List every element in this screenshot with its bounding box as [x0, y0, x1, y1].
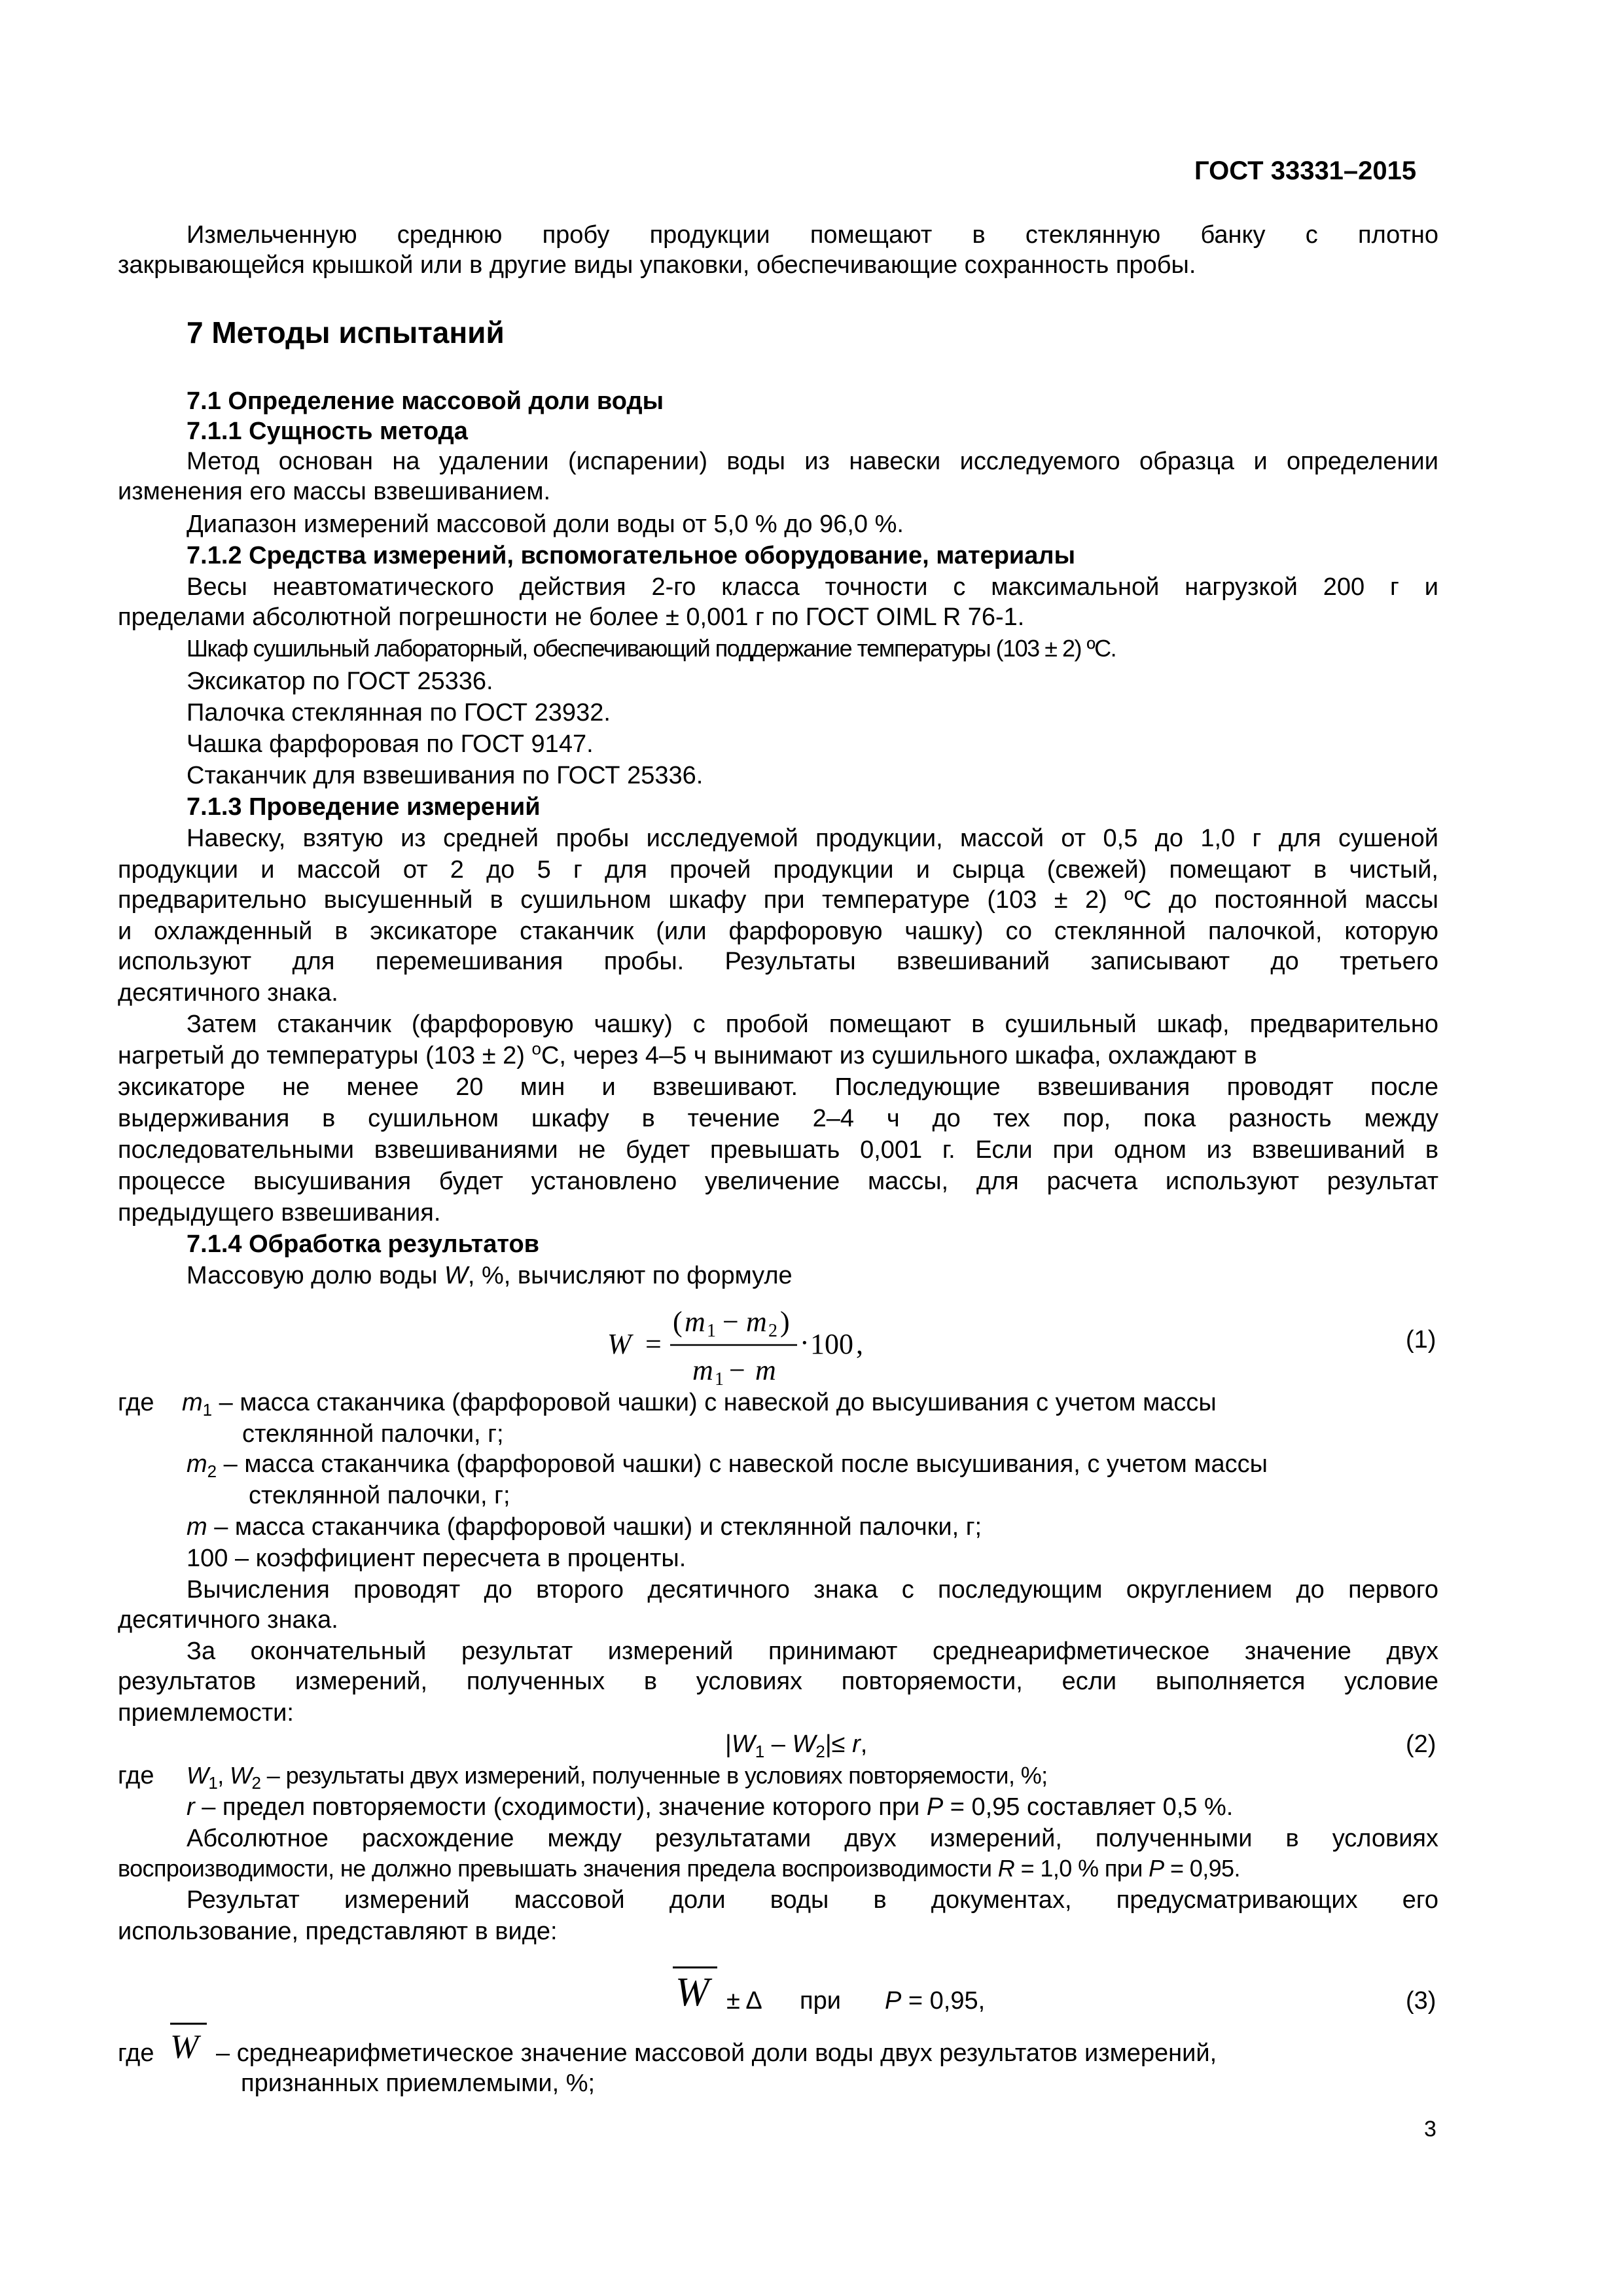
formula-1-m2: m: [746, 1306, 767, 1338]
def-wbar: – среднеарифметическое значение массовой доли воды двух результатов измерений,: [216, 2039, 1217, 2067]
abs-line-2-b: = 1,0 % при: [1014, 1855, 1149, 1882]
formula-1-label: (1): [1406, 1326, 1436, 1354]
section-7-1-4-title: 7.1.4 Обработка результатов: [187, 1230, 540, 1258]
var-m2-sub: 2: [207, 1462, 217, 1481]
def-w1-w2: $W_1$, $W_2$ – результаты двух измерений, полученные в условиях повторяемости, %;: [187, 1762, 1048, 1793]
formula-1: [589, 1295, 955, 1393]
s713-p2-line-3: эксикаторе не менее 20 мин и взвешивают. Последующие взвешивания проводят после: [118, 1073, 1438, 1101]
def-r-text-b: = 0,95 составляет 0,5 %.: [943, 1793, 1234, 1821]
page-number: 3: [1424, 2117, 1436, 2142]
calc-line-1: Вычисления проводят до второго десятичного знака с последующим округлением до первого: [187, 1576, 1438, 1604]
def-r-text-a: – предел повторяемости (сходимости), значение которого при: [194, 1793, 927, 1821]
def-m: [187, 1512, 982, 1542]
degree-mark: о: [531, 1039, 541, 1058]
formula-1-w: W: [607, 1328, 632, 1360]
final-line-2: результатов измерений, полученных в условиях повторяемости, если выполняется условие: [118, 1668, 1438, 1695]
s713-p1-line-1: Навеску, взятую из средней пробы исследуемой продукции, массой от 0,5 до 1,0 г для сушеной: [187, 825, 1438, 852]
formula-1-close-paren: ): [780, 1306, 790, 1338]
s714-intro-a: Массовую долю воды: [187, 1262, 444, 1289]
formula-1-den-m1: m: [692, 1354, 713, 1386]
calc-line-2: десятичного знака.: [118, 1606, 338, 1634]
formula-3-p: P = 0,95,: [885, 1987, 986, 2015]
def-m2-cont: стеклянной палочки, г;: [249, 1482, 510, 1509]
formula-2: $|W_1 - W_2|\le r$,: [725, 1731, 868, 1761]
s713-p2-line-1: Затем стаканчик (фарфоровую чашку) с пробой помещают в сушильный шкаф, предварительно: [187, 1011, 1438, 1038]
result-line-1: Результат измерений массовой доли воды в документах, предусматривающих его: [187, 1886, 1438, 1914]
intro-line-2: закрывающейся крышкой или в другие виды упаковки, обеспечивающие сохранность пробы.: [118, 251, 1196, 279]
s713-p1-line-2: продукции и массой от 2 до 5 г для прочей продукции и сырца (свежей) помещают в чистый,: [118, 856, 1438, 884]
var-w: W: [444, 1262, 468, 1289]
final-line-1: За окончательный результат измерений принимают среднеарифметическое значение двух: [187, 1638, 1438, 1665]
formula-3-w: W: [675, 1970, 709, 2015]
section-7-1-1-title: 7.1.1 Сущность метода: [187, 418, 468, 445]
def-wbar-cont: признанных приемлемыми, %;: [241, 2070, 596, 2097]
def-m2-text: – масса стаканчика (фарфоровой чашки) с навеской после высушивания, с учетом массы: [217, 1450, 1268, 1478]
def-m2: [187, 1449, 1268, 1479]
s713-p1-line-4: и охлажденный в эксикаторе стаканчик (или фарфоровую чашку) со стеклянной палочкой, которую: [118, 918, 1438, 945]
section-7-title: 7 Методы испытаний: [187, 315, 505, 350]
abs-line-2: воспроизводимости, не должно превышать значения предела воспроизводимости R = 1,0 % при P = 0,95.: [118, 1855, 1240, 1882]
s713-p2-line-7: предыдущего взвешивания.: [118, 1199, 441, 1227]
s713-p2-line-2-b: С, через 4–5 ч вынимают из сушильного шкафа, охлаждают в: [541, 1042, 1257, 1069]
formula-1-minus: −: [722, 1306, 739, 1338]
def-m-text: – масса стаканчика (фарфоровой чашки) и стеклянной палочки, г;: [207, 1513, 982, 1541]
formula-3-pm: ± Δ: [726, 1987, 762, 2015]
formula-1-m2-sub: 2: [768, 1321, 777, 1341]
formula-3-label: (3): [1406, 1987, 1436, 2015]
s712-line-5: Палочка стеклянная по ГОСТ 23932.: [187, 699, 611, 726]
def-m1: [182, 1388, 1217, 1418]
var-r: r: [187, 1793, 195, 1821]
s712-line-2: пределами абсолютной погрешности не более ± 0,001 г по ГОСТ OIML R 76-1.: [118, 603, 1025, 631]
def-m1-cont: стеклянной палочки, г;: [242, 1420, 504, 1448]
def-100: 100 – коэффициент пересчета в проценты.: [187, 1545, 687, 1572]
s713-p1-line-6: десятичного знака.: [118, 979, 338, 1007]
s712-line-6: Чашка фарфоровая по ГОСТ 9147.: [187, 730, 594, 758]
s713-p2-line-4: выдерживания в сушильном шкафу в течение 2–4 ч до тех пор, пока разность между: [118, 1105, 1438, 1132]
wbar-symbol: [165, 2017, 211, 2070]
where-2: где: [118, 1762, 154, 1789]
s712-line-4: Эксикатор по ГОСТ 25336.: [187, 668, 493, 695]
formula-1-equals: =: [645, 1328, 662, 1360]
formula-3-p-text: = 0,95,: [901, 1987, 986, 2015]
section-7-1-title: 7.1 Определение массовой доли воды: [187, 387, 664, 415]
formula-3-at: при: [800, 1987, 841, 2015]
s711-line-2: изменения его массы взвешиванием.: [118, 478, 551, 505]
formula-1-hundred: 100: [810, 1328, 853, 1360]
s713-p1-line-3: предварительно высушенный в сушильном шкафу при температуре (103 ± 2) ºС до постоянной массы: [118, 886, 1438, 914]
formula-3-wbar: [668, 1958, 726, 2017]
s713-p2-line-2-a: нагретый до температуры (103 ± 2): [118, 1042, 532, 1069]
formula-1-m1-sub: 1: [707, 1321, 716, 1341]
formula-1-den-m: m: [755, 1354, 776, 1386]
s713-p2-line-6: процессе высушивания будет установлено увеличение массы, для расчета используют результат: [118, 1168, 1438, 1195]
s711-range: Диапазон измерений массовой доли воды от 5,0 % до 96,0 %.: [187, 511, 904, 538]
var-m2: m: [187, 1450, 207, 1478]
formula-1-m1: m: [685, 1306, 705, 1338]
s713-p2-line-2: [118, 1041, 1438, 1071]
section-7-1-3-title: 7.1.3 Проведение измерений: [187, 793, 541, 821]
var-m1: m: [182, 1389, 203, 1416]
s712-line-1: Весы неавтоматического действия 2-го класса точности с максимальной нагрузкой 200 г и: [187, 573, 1438, 601]
where-3: где: [118, 2039, 154, 2067]
var-m1-sub: 1: [202, 1400, 213, 1420]
formula-1-den-minus: −: [729, 1354, 745, 1386]
abs-line-2-c: = 0,95.: [1164, 1855, 1240, 1882]
formula-1-dot: ·: [800, 1327, 810, 1359]
formula-2-label: (2): [1406, 1731, 1436, 1758]
final-line-3: приемлемости:: [118, 1699, 294, 1727]
s714-intro: [187, 1261, 793, 1291]
var-m: m: [187, 1513, 207, 1541]
def-r: r – предел повторяемости (сходимости), значение которого при P = 0,95 составляет 0,5 %.: [187, 1793, 1234, 1821]
s714-intro-b: , %, вычисляют по формуле: [467, 1262, 793, 1289]
intro-line-1: Измельченную среднюю пробу продукции помещают в стеклянную банку с плотно: [187, 221, 1438, 249]
def-w1-w2-text: – результаты двух измерений, полученные в условиях повторяемости, %;: [260, 1762, 1048, 1789]
s711-line-1: Метод основан на удалении (испарении) воды из навески исследуемого образца и определении: [187, 448, 1438, 475]
formula-1-open-paren: (: [673, 1306, 683, 1338]
formula-1-comma: ,: [856, 1328, 863, 1360]
def-m1-text: – масса стаканчика (фарфоровой чашки) с навеской до высушивания с учетом массы: [212, 1389, 1217, 1416]
section-7-1-2-title: 7.1.2 Средства измерений, вспомогательное оборудование, материалы: [187, 542, 1076, 569]
result-line-2: использование, представляют в виде:: [118, 1918, 558, 1945]
abs-line-1: Абсолютное расхождение между результатами двух измерений, полученными в условиях: [187, 1825, 1438, 1852]
s713-p2-line-5: последовательными взвешиваниями не будет превышать 0,001 г. Если при одном из взвешиваний в: [118, 1136, 1438, 1164]
where-1: где: [118, 1389, 154, 1416]
s713-p1-line-5: используют для перемешивания пробы. Результаты взвешиваний записывают до третьего: [118, 948, 1438, 975]
s712-line-3: Шкаф сушильный лабораторный, обеспечивающий поддержание температуры (103 ± 2) ºС.: [187, 635, 1116, 662]
wbar-w: W: [170, 2028, 199, 2066]
formula-1-den-m1-sub: 1: [715, 1369, 724, 1390]
s712-line-7: Стаканчик для взвешивания по ГОСТ 25336.: [187, 762, 704, 789]
abs-line-2-a: воспроизводимости, не должно превышать значения предела воспроизводимости: [118, 1855, 998, 1882]
document-id: ГОСТ 33331–2015: [1194, 156, 1417, 185]
